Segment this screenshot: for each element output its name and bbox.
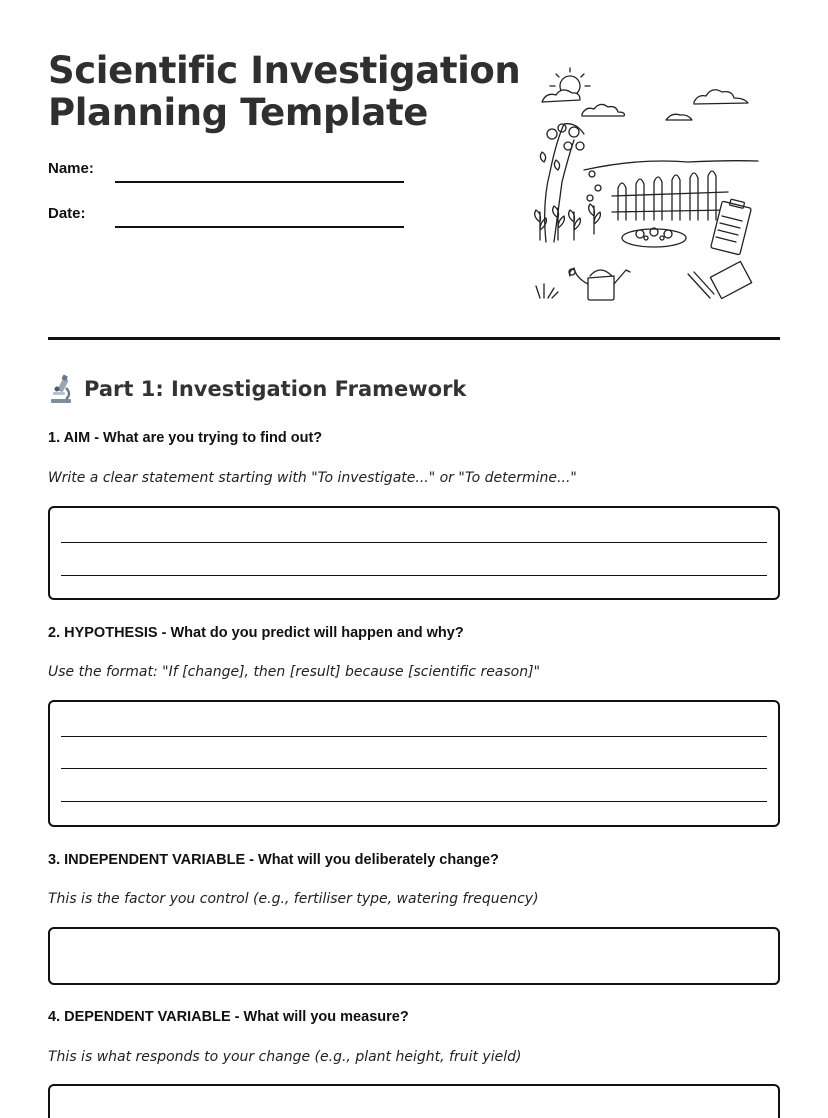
grass-icon [536, 284, 558, 298]
fence-icon [612, 171, 728, 220]
answer-line [61, 801, 767, 802]
date-write-line[interactable] [115, 226, 404, 228]
part-1-heading [48, 372, 466, 406]
answer-line [61, 542, 767, 543]
question-3-hint: This is the factor you control (e.g., fertiliser type, watering frequency) [48, 891, 539, 907]
clipboard-icon [711, 199, 752, 255]
answer-line [61, 736, 767, 737]
page-title [48, 49, 521, 134]
question-2-hint: Use the format: "If [change], then [result] because [scientific reason]" [48, 664, 541, 680]
page-title-line-2: Planning Template [48, 91, 428, 134]
question-4-hint: This is what responds to your change (e.g., plant height, fruit yield) [48, 1049, 522, 1065]
answer-line [61, 768, 767, 769]
independent-variable-answer-box[interactable] [48, 927, 780, 985]
hypothesis-answer-box[interactable] [48, 700, 780, 827]
name-write-line[interactable] [115, 181, 404, 183]
notebook-icon [688, 261, 752, 298]
sun-icon [542, 68, 590, 102]
section-divider [48, 337, 780, 340]
flower-bed-icon [622, 228, 686, 247]
cloud-icon [582, 104, 624, 116]
date-label: Date: [48, 205, 86, 222]
cloud-icon [694, 90, 748, 104]
date-field [48, 205, 408, 231]
question-1-hint: Write a clear statement starting with "To investigate..." or "To determine..." [48, 470, 577, 486]
aim-answer-box[interactable] [48, 506, 780, 600]
garden-scene-illustration [528, 62, 768, 312]
question-2-title: 2. HYPOTHESIS - What do you predict will happen and why? [48, 625, 464, 641]
cloud-icon [666, 114, 692, 120]
page-title-line-1: Scientific Investigation [48, 49, 521, 92]
name-field [48, 160, 408, 186]
part-1-title: Part 1: Investigation Framework [84, 377, 467, 401]
watering-can-icon [569, 268, 630, 300]
question-4-title: 4. DEPENDENT VARIABLE - What will you measure? [48, 1009, 409, 1025]
plant-icon [540, 124, 601, 242]
name-label: Name: [48, 160, 94, 177]
microscope-icon [48, 374, 74, 404]
question-3-title: 3. INDEPENDENT VARIABLE - What will you deliberately change? [48, 852, 499, 868]
worksheet-header [48, 49, 521, 134]
dependent-variable-answer-box[interactable] [48, 1084, 780, 1118]
question-1-title: 1. AIM - What are you trying to find out? [48, 430, 323, 446]
answer-line [61, 575, 767, 576]
